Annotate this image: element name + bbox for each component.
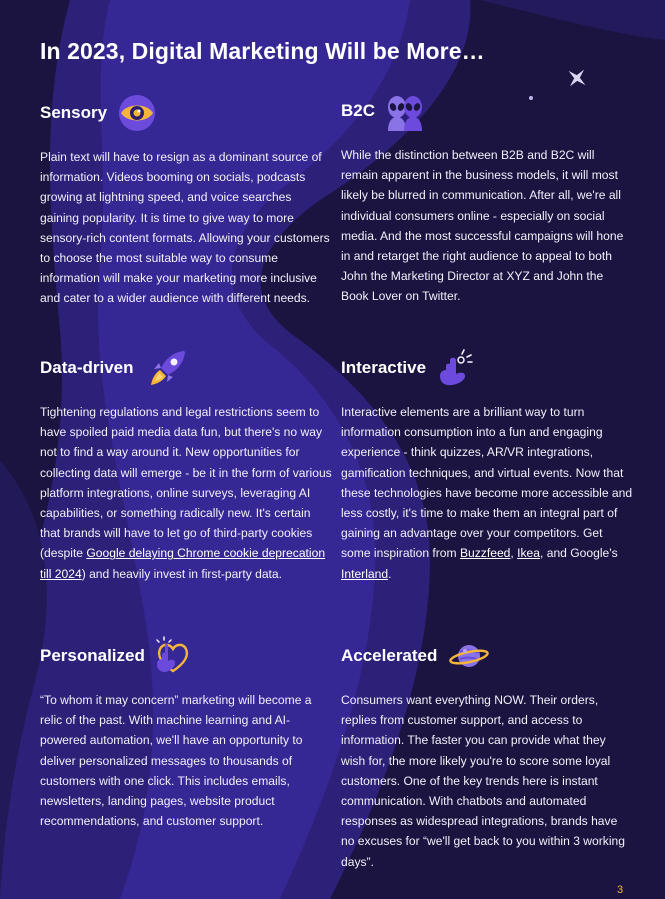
section-title: Accelerated	[341, 646, 438, 665]
section-body	[40, 402, 332, 584]
section-sensory	[40, 93, 332, 309]
tapping-hand-icon	[434, 348, 474, 388]
section-body	[341, 402, 633, 584]
rocket-icon	[148, 348, 188, 388]
section-title: Personalized	[40, 646, 145, 665]
body-text: Tightening regulations and legal restrictions seem to have spoiled paid media data fun, but there's no way not to find a way around it. New opportunities for collecting data will emerge - be it in the form of various platform integrations, online surveys, leveraging AI capabilities, or something radically new. It's certain that brands will have to let go of third-party cookies (despite	[40, 405, 332, 561]
section-body: While the distinction between B2B and B2C will remain apparent in the business models, it will most likely be blurred in communication. After all, we're all individual consumers online - especially on social media. And the most successful campaigns will hone in and retarget the right audience to appeal to both John the Marketing Director at XYZ and John the Book Lover on Twitter.	[341, 148, 624, 304]
hand-heart-icon	[153, 636, 193, 676]
section-personalized	[40, 636, 332, 831]
section-accelerated	[341, 636, 633, 872]
body-text: .	[388, 566, 392, 581]
section-data-driven	[40, 348, 332, 584]
body-text: ) and heavily invest in first-party data.	[81, 566, 282, 581]
page-title: In 2023, Digital Marketing Will be More…	[40, 38, 485, 64]
aliens-icon	[385, 91, 425, 131]
planet-icon	[449, 636, 489, 676]
body-text: , and Google's	[540, 546, 618, 561]
section-interactive	[341, 348, 633, 584]
sparkle-icon	[566, 67, 588, 89]
page-number: 3	[617, 884, 624, 896]
ikea-link[interactable]: Ikea	[517, 546, 540, 561]
buzzfeed-link[interactable]: Buzzfeed	[459, 546, 511, 561]
section-title: Sensory	[40, 103, 108, 122]
section-b2c	[341, 91, 633, 307]
section-title: B2C	[341, 101, 376, 120]
section-body: “To whom it may concern” marketing will become a relic of the past. With machine learning and AI-powered automation, we'll have an opportunity to deliver personalized messages to thousands of customers with one click. This includes emails, newsletters, landing pages, website product recommendations, and customer support.	[40, 693, 312, 829]
section-title: Data-driven	[40, 358, 134, 377]
body-text: Interactive elements are a brilliant way to turn information consumption into a fun and engaging experience - think quizzes, AR/VR integrations, gamification techniques, and virtual events. Now that these technologies have become more accessible and less costly, it's time to make them an integral part of gaining an advantage over your competitors. Get some inspiration from	[341, 405, 633, 561]
eye-icon	[117, 93, 157, 133]
google-chrome-cookie-link[interactable]: Google delaying Chrome cookie deprecation till 2024	[40, 546, 326, 581]
section-title: Interactive	[341, 358, 427, 377]
body-text: ,	[510, 546, 518, 561]
section-body: Plain text will have to resign as a dominant source of information. Videos booming on socials, podcasts growing at lightning speed, and voice searches gaining popularity. It is time to give way to more sensory-rich content formats. Allowing your customers to choose the most suitable way to consume information will make your marketing more inclusive and cater to a wider audience with different needs.	[40, 150, 330, 306]
interland-link[interactable]: Interland	[341, 566, 389, 581]
section-body: Consumers want everything NOW. Their orders, replies from customer support, and access to information. The faster you can provide what they wish for, the more likely you're to score some loyal customers. One of the key trends here is instant communication. With chatbots and automated responses as widespread integrations, brands have no excuses for “we'll get back to you within 3 working days”.	[341, 693, 625, 869]
